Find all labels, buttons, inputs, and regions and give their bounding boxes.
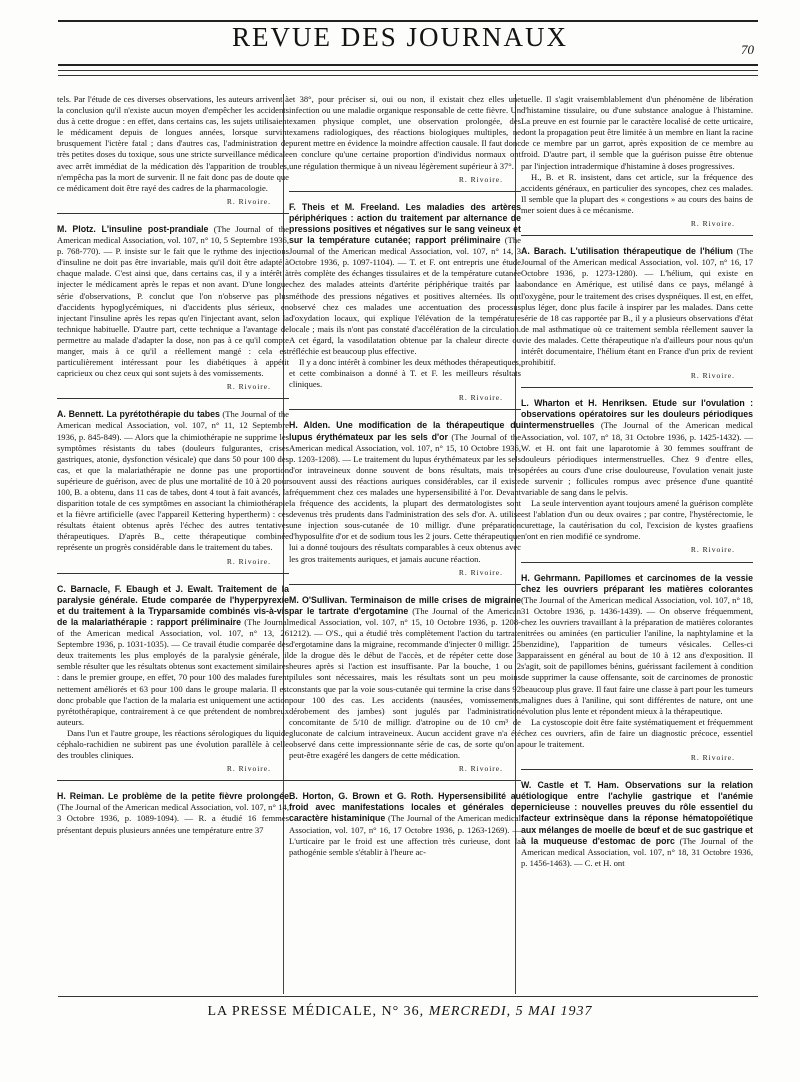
article-text: (The Journal of the American medical Association, vol. 107, n° 13, 26 Septembre 1936, p. 1031-1035). — Ce travail étudie comparée des deux traitements les plus employés de la paralysie générale, il semble résulter que les résultats obtenus sont exactement similaires : dans le premier groupe, en effet, 70 pour 100 des malades furent nettement améliorés et 63 pour 100 dans le groupe malaria. Il est donc probable que l'action de la malaria est uniquement une action pyrétothérapique, contrairement à ce que prétendent de nombreux auteurs.: [57, 616, 290, 727]
article: [521, 94, 753, 229]
article-separator: [521, 562, 753, 563]
header-bottom-rule: [58, 64, 758, 66]
article-heading: H. Gehrmann. Papillomes et carcinomes de la vessie chez les ouvriers préparant les matières colorantes: [521, 572, 753, 594]
article-text: (The Journal of the American medical Association, vol. 107, n° 14, 3 Octobre 1936, p. 1089-1094). — R. a étudié 16 femmes présentant depuis plusieurs années une température entre 37: [57, 802, 289, 835]
article-text: (The Journal of the American medical Association, vol. 107, n° 14, 3 Octobre 1936, p. 1097-1104). — T. et F. ont entrepris une étude très complète des échanges tissulaires et de la température cutanée chez des malades atteints d'artérite périphérique traités par la méthode des pressions négatives et positives alternées. Ils ont observé chez ces malades une accentuation des processus d'oxydation locaux, qui explique l'élévation de la température locale ; mais ils n'ont pas constaté d'accélération de la circulation. A cet égard, la vasodilatation obtenue par la chaleur directe ou réfléchie est beaucoup plus effective.: [289, 235, 521, 356]
article-heading: A. Barach. L'utilisation thérapeutique de l'hélium: [521, 246, 733, 257]
article-paragraph: [521, 398, 753, 498]
article-paragraph: [289, 202, 521, 357]
article: [289, 202, 521, 404]
article-heading: M. O'Sullivan. Terminaison de mille crises de migraine par le tartrate d'ergotamine: [289, 594, 521, 616]
article-paragraph: [521, 573, 753, 717]
article-signature: R. Rivoire.: [458, 174, 503, 184]
article-text: (The Journal of the American medical Association, vol. 107, n° 15, 10 Octobre 1936, p. 1208-1212). — O'S., qui a étudié très complètement l'action du tartrate d'ergotamine dans la migraine, recommande d'injecter 0 milligr. 25 de la drogue dès le début de l'accès, et de répéter cette dose 3 heures après si l'action est insuffisante. Par la bouche, 1 ou 2 pilules sont nécessaires, mais les résultats sont un peu moins constants que par la voie sous-cutanée qui termine la crise dans 92 pour 100 des cas. Les accidents (nausées, vomissements, dérobement des jambes) sont jugulés par l'administration concomitante de 5/10 de milligr. d'atropine ou de 10 cm³ de gluconate de calcium intraveineux. Aucun accident grave n'a été observé dans cette impressionnante série de cas, de sorte qu'on a peut-être exagéré les dangers de cette médication.: [289, 605, 521, 761]
article-paragraph: La cystoscopie doit être faite systématiquement et fréquemment chez ces ouvriers, afin de faire un diagnostic précoce, essentiel pour le traitement.: [521, 716, 753, 749]
article-paragraph: [57, 584, 289, 728]
article-separator: [57, 573, 289, 574]
article-separator: [57, 780, 289, 781]
article-heading: H. Reiman. Le problème de la petite fièvre prolongée: [57, 791, 289, 802]
article: [289, 791, 521, 858]
article: [289, 420, 521, 577]
journal-section-title: REVUE DES JOURNAUX: [231, 22, 568, 52]
article-signature: R. Rivoire.: [458, 567, 503, 577]
article-separator: [57, 398, 289, 399]
article-paragraph: La seule intervention ayant toujours amené la guérison complète est l'ablation d'un ou deux ovaires ; par contre, l'hystérectomie, le curettage, la cautérisation du col, l'excision de kystes graafiens n'ont en rien modifié ce syndrome.: [521, 498, 753, 542]
column-2: [289, 94, 521, 863]
article-signature: R. Rivoire.: [690, 371, 735, 381]
article: [521, 573, 753, 764]
article-text: (The Journal of the American medical Association, vol. 107, n° 15, 10 Octobre 1936, p. 1203-1208). — Le traitement du lupus érythémateux par les sels d'or intraveineux donne souvent de bons résultats, mais très souvent aussi des réactions auriques considérables, car il existe fréquemment chez ces malades une hypersensibilité à l'or. Devant la fréquence des accidents, la plupart des dermatologistes sont devenus très prudents dans l'administration des sels d'or. A. utilise une injection sous-cutanée de 10 milligr. d'une préparation d'hyposulfite d'or et de sodium tous les 2 jours. Cette thérapeutique lui a donné toujours des résultats comparables à ceux obtenus avec les gros traitements auriques, et jamais aucune réaction.: [289, 431, 522, 564]
column-3: [521, 94, 753, 874]
article: [289, 595, 521, 775]
article-paragraph: [289, 791, 521, 858]
article-text: (The Journal of the American medical Association, vol. 107, n° 16, 17 Octobre 1936, p. 1263-1269). — L'urticaire par le froid est une affection très curieuse, dont la pathogénie semble s'établir à l'heure ac-: [289, 813, 521, 857]
article-signature: R. Rivoire.: [690, 545, 735, 555]
masthead: [0, 22, 800, 53]
article-signature: R. Rivoire.: [226, 382, 271, 392]
article-text: (The Journal of the American medical Association, vol. 107, n° 18, 31 Octobre 1936, p. 1456-1463). — C. et H. ont: [521, 835, 754, 868]
article-paragraph: [57, 409, 289, 553]
article-paragraph: Dans l'un et l'autre groupe, les réactions sérologiques du liquide céphalo-rachidien ne subirent pas une évolution parallèle à celle des troubles cliniques.: [57, 727, 289, 761]
article-heading: W. Castle et T. Ham. Observations sur la relation étiologique entre l'achylie gastrique et l'anémie pernicieuse : nouvelles preuves du rôle essentiel du facteur extrinsèque dans la réponse hématopoïétique aux mélanges de moelle de bœuf et de suc gastrique et à la muqueuse d'estomac de porc: [521, 780, 753, 846]
article-paragraph: [521, 780, 753, 869]
article-signature: R. Rivoire.: [226, 764, 271, 774]
article-text: (The Journal of the American medical Association, vol. 107, n° 16, 17 Octobre 1936, p. 1273-1280). — L'hélium, qui existe en abondance en Amérique, est utilisé dans ce pays, mélangé à l'oxygène, pour le traitement des crises dyspnéiques. Il est, en effet, plus léger, donc plus facile à inspirer par les malades. Dans cette série de 18 cas rapportée par B., il y a plusieurs observations d'état de mal asthmatique où ce traitement sembla réellement sauver la vie des malades. Cette thérapeutique n'a d'ailleurs pour nous qu'un intérêt documentaire, l'hélium étant en France d'un prix de revient prohibitif.: [521, 246, 754, 368]
article-heading: H. Alden. Une modification de la thérapeutique du lupus érythémateux par les sels d'or: [289, 420, 521, 442]
article-separator: [57, 213, 289, 214]
article-text: (The Journal of the American medical Association, vol. 107, n° 10, 5 Septembre 1936, p. 768-770). — P. insiste sur le fait que le rythme des injections d'insuline ne doit pas être invariable, mais qu'il doit être adapté à chaque malade. C'est ainsi que, dans certains cas, il y a intérêt à injecter le médicament après le repas et non avant. D'une longue série d'observations, P. conclut que l'on n'observe pas plus d'accidents hypoglycémiques, ni d'accidents plus sérieux, en injectant l'insuline après les repas qu'en l'injectant avant, selon la technique habituelle. D'autre part, cette technique a l'avantage de permettre au malade d'adapter la dose, non pas à ce qu'il compte manger, mais à ce qu'il a réellement mangé : cela est particulièrement intéressant pour les diabétiques à appétit capricieux ou chez ceux qui sont sujets à des vomissements.: [57, 223, 289, 379]
article: [521, 246, 753, 381]
article-separator: [289, 191, 521, 192]
article-paragraph: [57, 791, 289, 835]
article-text: (The Journal of the American medical Association, vol. 107, n° 18, 31 Octobre 1936, p. 1436-1439). — On observe fréquemment, chez les ouvriers travaillant à la préparation de matières colorantes nitrées ou aminées (en particulier l'aniline, la naphtylamine et la benzidine), l'apparition de tumeurs vésicales. Celles-ci apparaissent en général au bout de 10 à 12 ans d'exposition. Il s'agit, soit de papillomes bénins, guérissant facilement à condition de supprimer la cause offensante, soit de carcinomes de pronostic beaucoup plus grave. Il faut faire une classe à part pour les tumeurs malignes dues à l'aniline, qui sont différentes de nature, ont une évolution plus lente et répondent mieux à la thérapeutique.: [521, 594, 753, 716]
article-paragraph: et 38°, pour préciser si, oui ou non, il existait chez elles une infection ou une maladie organique responsable de cette fièvre. Un examen physique complet, une observation prolongée, des examens radiologiques, des réactions biologiques multiples, ne purent mettre en évidence la moindre affection causale. Il faut donc en conclure qu'une certaine proportion d'individus normaux ont une régulation thermique à un niveau légèrement supérieur à 37°.: [289, 94, 522, 171]
article: [57, 224, 289, 392]
footer-date: MERCREDI, 5 MAI 1937: [428, 1004, 593, 1019]
article-heading: C. Barnacle, F. Ebaugh et J. Ewalt. Traitement de la paralysie générale. Etude comparée de l'hyperpyrexie et du traitement à la Tryparsamide combinés vis-à-vis de la malariathérapie : rapport préliminaire: [57, 583, 289, 627]
article-signature: R. Rivoire.: [226, 196, 271, 206]
column-1: [57, 94, 289, 841]
article-separator: [289, 780, 521, 781]
footer-rule: [58, 996, 758, 997]
article-heading: L. Wharton et H. Henriksen. Etude sur l'ovulation : observations opératoires sur les douleurs périodiques intermenstruelles: [521, 398, 753, 431]
article-heading: M. Plotz. L'insuline post-prandiale: [57, 223, 209, 234]
footer: [0, 1004, 800, 1020]
article-paragraph: [289, 420, 521, 564]
article: [57, 409, 289, 566]
article: [289, 94, 521, 185]
article-separator: [521, 235, 753, 236]
header-double-rule: [58, 70, 758, 71]
article-heading: F. Theis et M. Freeland. Les maladies des artères périphériques : action du traitement par alternance de pressions positives et négatives sur le sang veineux et sur la température cutanée; rapport préliminaire: [289, 201, 521, 246]
article-paragraph: [57, 224, 289, 379]
article-heading: A. Bennett. La pyrétothérapie du tabes: [57, 409, 220, 420]
article-paragraph: Il y a donc intérêt à combiner les deux méthodes thérapeutiques, et cette combinaison a donné à T. et F. les meilleurs résultats cliniques.: [289, 357, 521, 390]
article-signature: R. Rivoire.: [458, 393, 503, 403]
footer-publication: LA PRESSE MÉDICALE, N° 36,: [207, 1004, 425, 1019]
header-double-rule-2: [58, 75, 758, 76]
article-signature: R. Rivoire.: [690, 753, 735, 763]
article-text: (The Journal of the American medical Association, vol. 107, n° 11, 12 Septembre 1936, p. 845-849). — Alors que la chimiothérapie ne supprime les symptômes résistants du tabes (douleurs fulgurantes, crises gastriques, atonie, dysfonction vésicale) que dans 50 pour 100 des cas, et que la malariathérapie ne donne pas une proportion supérieure de guérison, avec de plus une mortalité de 10 à 20 pour 100, B. a obtenu, dans 11 cas de tabes, dont 4 tout à fait avancés, la disparition totale de ces symptômes en associant la chimiothérapie et la fièvre artificielle (avec l'appareil Kettering hypertherm) : ces résultats étaient obtenus après l'échec des autres tentatives thérapeutiques. D'après B., cette thérapeutique combinée représente un progrès considérable dans le traitement du tabes.: [57, 409, 289, 553]
article-paragraph: H., B. et R. insistent, dans cet article, sur la fréquence des accidents généraux, en particulier des syncopes, chez ces malades. Il semble que la plupart des « congestions » au cours des bains de mer soient dues à ce mécanisme.: [521, 171, 753, 215]
article-paragraph: tuelle. Il s'agit vraisemblablement d'un phénomène de libération d'histamine tissulaire, ou d'une substance analogue à l'histamine. La preuve en est fournie par le caractère localisé de cette urticaire, dont la propagation peut être limitée à un membre en liant la racine de ce membre par un garrot, après exposition de ce membre au froid. D'autre part, il semble que la guérison puisse être obtenue par l'injection intradermique d'histamine à doses progressives.: [521, 94, 753, 171]
article-signature: R. Rivoire.: [458, 764, 503, 774]
article: [57, 94, 289, 207]
article-signature: R. Rivoire.: [690, 219, 735, 229]
article-text: (The Journal of the American medical Association, vol. 107, n° 18, 31 Octobre 1936, p. 1425-1432). — W. et H. ont fait une laparotomie à 30 femmes souffrant de douleurs périodiques intermenstruelles. Chez 9 d'entre elles, opérées au cours d'une crise douloureuse, l'ovulation venait juste de survenir ; follicules rompus avec présence d'une quantité variable de sang dans le pelvis.: [521, 420, 753, 497]
article-separator: [521, 769, 753, 770]
article-signature: R. Rivoire.: [226, 556, 271, 566]
page-number: 70: [741, 42, 754, 57]
article: [521, 398, 753, 555]
article-separator: [289, 409, 521, 410]
article-paragraph: [521, 246, 753, 368]
article-heading: B. Horton, G. Brown et G. Roth. Hypersensibilité au froid avec manifestations locales et générales de caractère histaminique: [289, 791, 521, 824]
article-paragraph: tels. Par l'étude de ces diverses observations, les auteurs arrivent à la conclusion qu'il n'existe aucun moyen d'empêcher les accidents dus à cette drogue : en effet, dans certains cas, les sujets utilisaient le médicament depuis de longues années, lorsque survint brusquement l'ictère fatal ; dans d'autres cas, l'administration de très petites doses du toxique, sous une stricte surveillance médicale avec arrêt immédiat de la médication dès l'apparition de troubles, n'empêcha pas la mort de survenir. Il ne fait donc pas de doute que ce médicament doit être rayé des cadres de la pharmacologie.: [57, 94, 289, 193]
article: [57, 584, 289, 775]
article-separator: [521, 387, 753, 388]
article-separator: [289, 584, 521, 585]
article-paragraph: [289, 595, 521, 761]
article: [57, 791, 289, 835]
article: [521, 780, 753, 869]
